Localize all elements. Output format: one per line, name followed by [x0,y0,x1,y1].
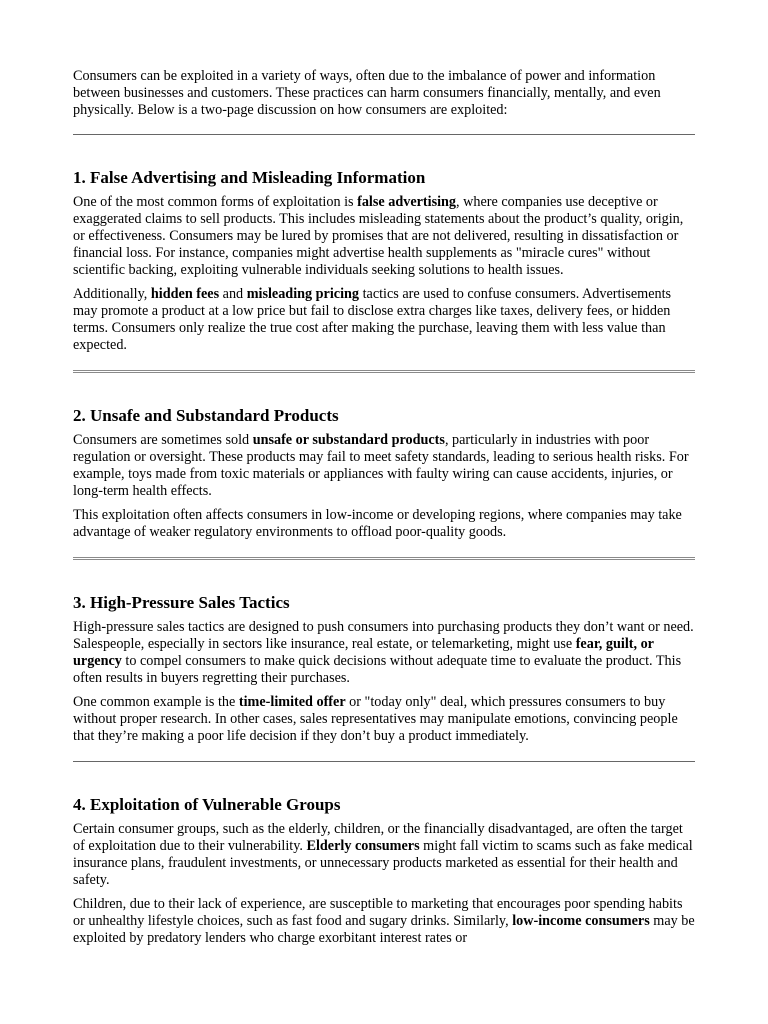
intro-paragraph: Consumers can be exploited in a variety of ways, often due to the imbalance of power and information between businesses and customers. These practices can harm consumers financially, mentally, and even physically. Below is a two-page discussion on how consumers are exploited: [73,68,661,118]
section-paragraph: One of the most common forms of exploitation is false advertising, where companies use deceptive or exaggerated claims to sell products. This includes misleading statements about the product’s quality, origin, or effectiveness. Consumers may be lured by promises that are not delivered, resulting in dissatisfaction or financial loss. For instance, companies might advertise health supplements as "miracle cures" without scientific backing, exploiting vulnerable individuals seeking solutions to health issues. [73,194,684,278]
section-paragraph: Additionally, hidden fees and misleading pricing tactics are used to confuse consumers. Advertisements may promote a product at a low price but fail to disclose extra charges like taxes, delivery fees, or hidden terms. Consumers only realize the true cost after making the purchase, leaving them with less value than expected. [73,286,672,353]
bold-term: fear, guilt, or urgency [73,636,654,669]
section-false-advertising [73,168,695,354]
section-heading: 1. False Advertising and Misleading Information [73,168,426,187]
bold-term: Elderly consumers [306,838,420,854]
section-paragraph: One common example is the time-limited offer or "today only" deal, which pressures consumers to buy without proper research. In other cases, sales representatives may manipulate emotions, convincing people that they’re making a poor life decision if they don’t buy a product immediately. [73,694,678,744]
section-unsafe-products [73,406,695,541]
bold-term: misleading pricing [246,286,360,302]
section-vulnerable-groups [73,795,695,947]
section-paragraph: High-pressure sales tactics are designed to push consumers into purchasing products they don’t want or need. Salespeople, especially in sectors like insurance, real estate, or telemarketing, might use fear, guilt, or urgency to compel consumers to make quick decisions without adequate time to evaluate the product. This often results in buyers regretting their purchases. [73,619,694,686]
bold-term: time-limited offer [238,694,346,710]
document-body [73,68,695,954]
bold-term: hidden fees [150,286,220,302]
section-heading: 3. High-Pressure Sales Tactics [73,593,290,612]
section-heading: 2. Unsafe and Substandard Products [73,406,339,425]
bold-term: false advertising [357,194,457,210]
section-high-pressure-sales [73,593,695,745]
section-heading: 4. Exploitation of Vulnerable Groups [73,795,341,814]
section-paragraph: Consumers are sometimes sold unsafe or substandard products, particularly in industries with poor regulation or oversight. These products may fail to meet safety standards, leading to serious health risks. For example, toys made from toxic materials or appliances with faulty wiring can cause accidents, injuries, or long-term health effects. [73,432,689,499]
bold-term: low-income consumers [512,913,650,929]
bold-term: unsafe or substandard products [252,432,445,448]
section-paragraph: This exploitation often affects consumers in low-income or developing regions, where companies may take advantage of weaker regulatory environments to offload poor-quality goods. [73,507,682,540]
section-paragraph: Certain consumer groups, such as the elderly, children, or the financially disadvantaged, are often the target of exploitation due to their vulnerability. Elderly consumers might fall victim to scams such as fake medical insurance plans, fraudulent investments, or unnecessary products marketed as essential for their health and safety. [73,821,693,888]
section-paragraph: Children, due to their lack of experience, are susceptible to marketing that encourages poor spending habits or unhealthy lifestyle choices, such as fast food and sugary drinks. Similarly, low-income consumers may be exploited by predatory lenders who charge exorbitant interest rates or [73,896,695,946]
